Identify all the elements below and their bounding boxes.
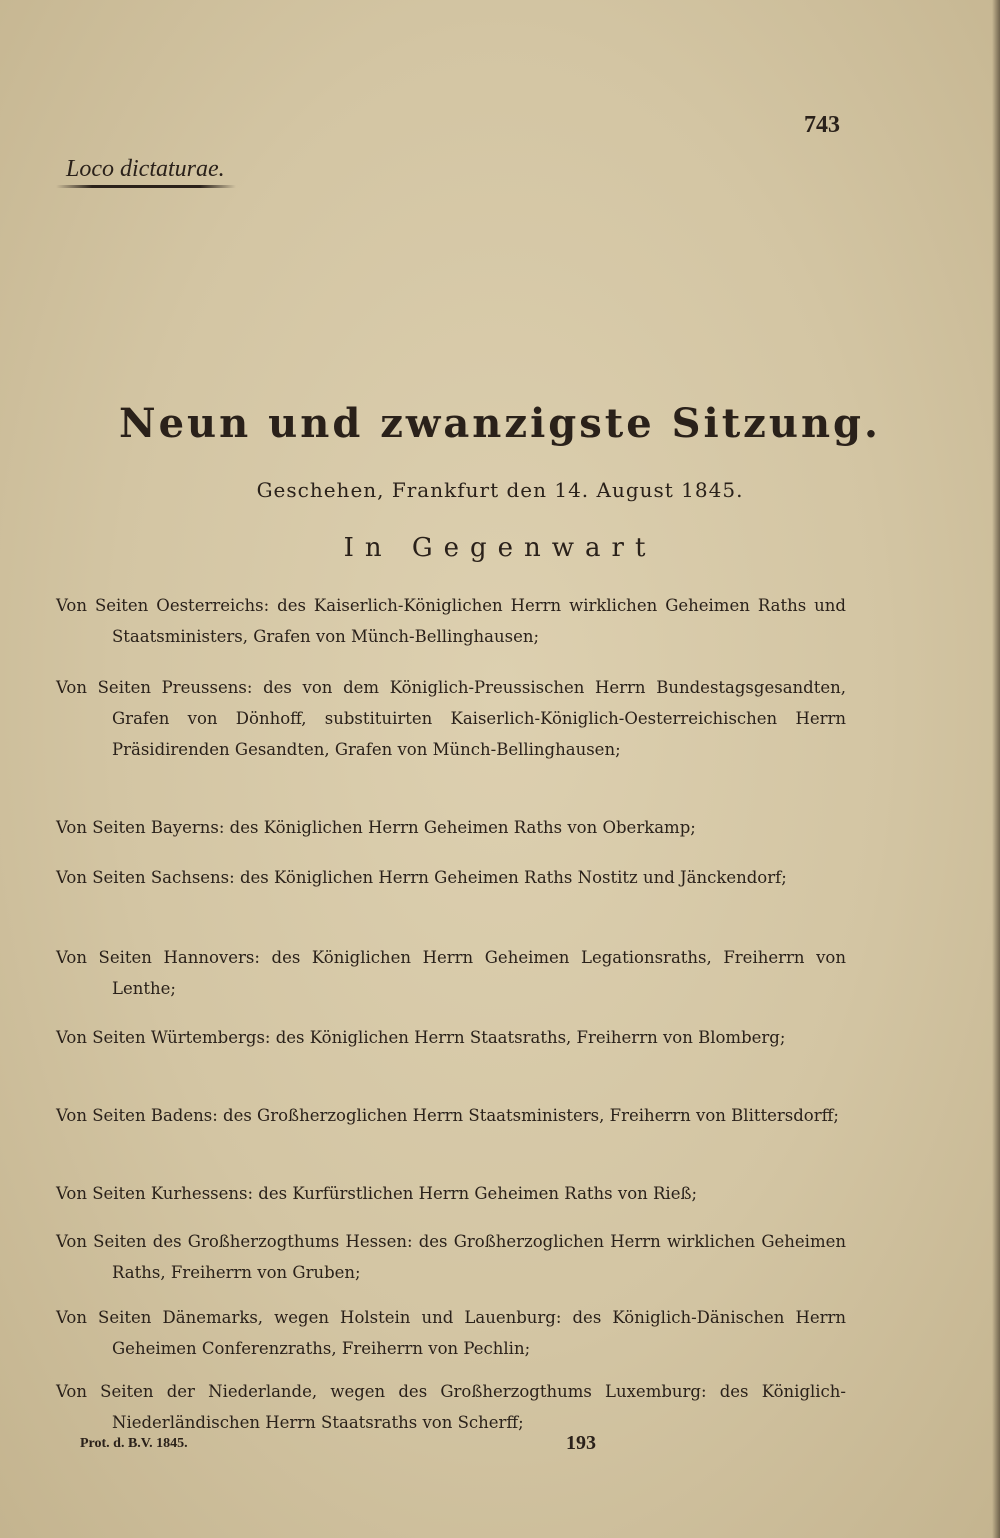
attendance-entry-niederlande: Von Seiten der Niederlande, wegen des Großherzogthums Luxemburg: des Königlich-Niederländischen Herrn Staatsraths von Scherff; [56,1382,846,1432]
footer-signature-label: Prot. d. B.V. 1845. [80,1436,188,1451]
session-title: Neun und zwanzigste Sitzung. [119,400,881,447]
attendance-entry-baden: Von Seiten Badens: des Großherzoglichen Herrn Staatsministers, Freiherrn von Blittersdorff; [56,1106,839,1125]
loco-dictaturae-stamp: Loco dictaturae. [66,156,225,182]
attendance-entry-bayern: Von Seiten Bayerns: des Königlichen Herrn Geheimen Raths von Oberkamp; [56,818,696,837]
page-edge-shadow [992,0,1000,1538]
session-date-line: Geschehen, Frankfurt den 14. August 1845. [256,478,744,502]
attendance-entry-sachsen: Von Seiten Sachsens: des Königlichen Herrn Geheimen Raths Nostitz und Jänckendorf; [56,868,787,887]
attendance-entry-hannover: Von Seiten Hannovers: des Königlichen Herrn Geheimen Legationsraths, Freiherrn von Lenthe; [56,948,846,998]
attendance-entry-daenemark: Von Seiten Dänemarks, wegen Holstein und Lauenburg: des Königlich-Dänischen Herrn Geheimen Conferenzraths, Freiherrn von Pechlin; [56,1308,846,1358]
page-number: 743 [804,112,840,138]
attendance-entry-kurhessen: Von Seiten Kurhessens: des Kurfürstlichen Herrn Geheimen Raths von Rieß; [56,1184,698,1203]
attendance-entry-hessen: Von Seiten des Großherzogthums Hessen: des Großherzoglichen Herrn wirklichen Geheimen Raths, Freiherrn von Gruben; [56,1232,846,1282]
footer-sheet-number: 193 [566,1432,596,1454]
attendance-entry-oesterreich: Von Seiten Oesterreichs: des Kaiserlich-Königlichen Herrn wirklichen Geheimen Raths und Staatsministers, Grafen von Münch-Bellinghausen; [56,596,846,646]
presence-heading: In Gegenwart [343,533,657,563]
attendance-entry-wuertemberg: Von Seiten Würtembergs: des Königlichen Herrn Staatsraths, Freiherrn von Blomberg; [56,1028,786,1047]
stamp-underline [56,185,236,188]
attendance-entry-preussen: Von Seiten Preussens: des von dem Königlich-Preussischen Herrn Bundestagsgesandten, Grafen von Dönhoff, substituirten Kaiserlich-Königlich-Oesterreichischen Herrn Präsidirenden Gesandten, Grafen von Münch-Bellinghausen; [56,678,846,759]
